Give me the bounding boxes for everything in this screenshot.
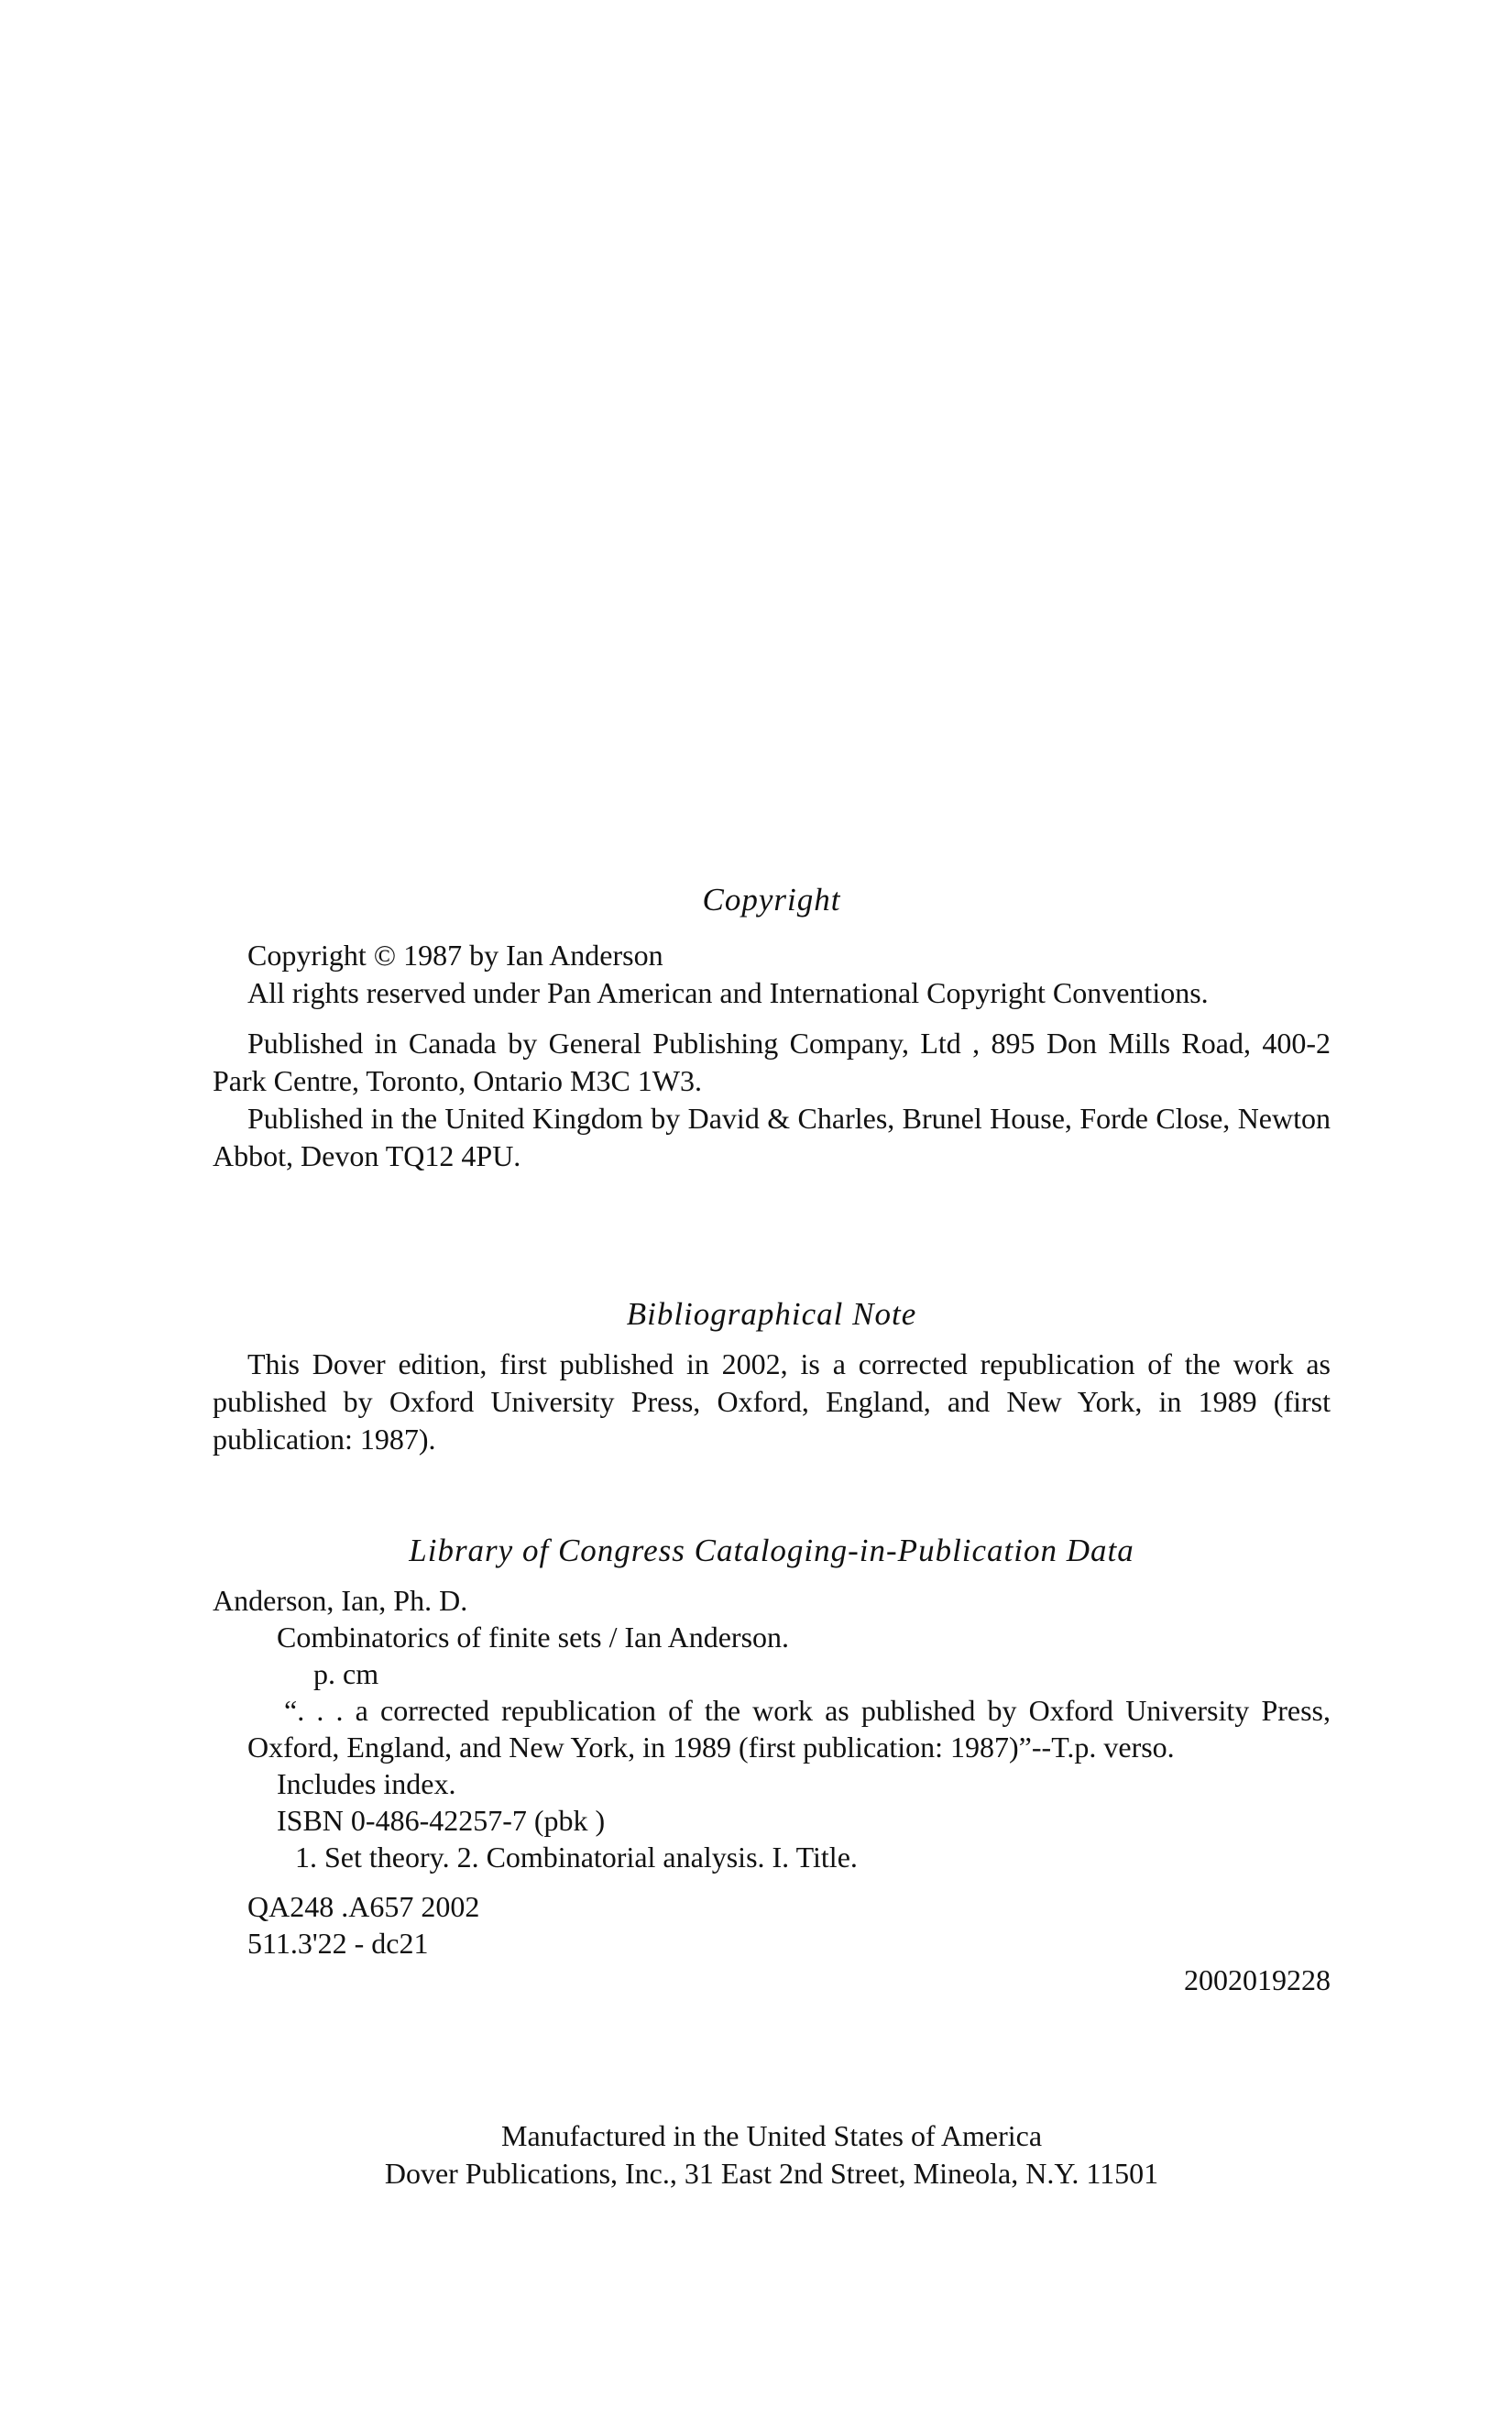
copyright-heading: Copyright	[702, 882, 841, 918]
cip-lc-class: QA248 .A657 2002	[247, 1890, 480, 1923]
cip-author: Anderson, Ian, Ph. D.	[213, 1584, 468, 1617]
bibliographical-note-text: This Dover edition, first published in 2002, is a corrected republication of the work as published by Oxford University Press, Oxford, England, and New York, in 1989 (first publication: 1987).	[213, 1347, 1331, 1456]
canada-publisher: Published in Canada by General Publishing Company, Ltd , 895 Don Mills Road, 400-2 Park Centre, Toronto, Ontario M3C 1W3.	[213, 1027, 1331, 1097]
manufactured-line: Manufactured in the United States of America	[500, 2119, 1043, 2152]
bibliographical-note-section	[213, 1294, 1331, 1458]
cip-title: Combinatorics of finite sets / Ian Anderson.	[277, 1621, 790, 1654]
uk-publisher: Published in the United Kingdom by David & Charles, Brunel House, Forde Close, Newton Abbot, Devon TQ12 4PU.	[213, 1102, 1331, 1172]
rights-reserved-line: All rights reserved under Pan American and International Copyright Conventions.	[247, 976, 1209, 1009]
cip-pages: p. cm	[313, 1657, 379, 1690]
cip-heading: Library of Congress Cataloging-in-Publication Data	[409, 1533, 1134, 1568]
cip-isbn: ISBN 0-486-42257-7 (pbk )	[277, 1804, 606, 1837]
footer-section	[213, 2117, 1331, 2193]
copyright-line: Copyright © 1987 by Ian Anderson	[247, 939, 663, 972]
copyright-section	[213, 880, 1331, 1175]
cip-dewey: 511.3'22 - dc21	[247, 1927, 429, 1960]
bibliographical-note-heading: Bibliographical Note	[626, 1296, 917, 1332]
cip-index: Includes index.	[277, 1767, 456, 1800]
cip-section	[213, 1531, 1331, 1998]
cip-note: “. . . a corrected republication of the work as published by Oxford University Press, Oxford, England, and New York, in 1989 (first publication: 1987)”--T.p. verso.	[247, 1694, 1331, 1764]
cip-subjects: 1. Set theory. 2. Combinatorial analysis. I. Title.	[295, 1841, 858, 1874]
publisher-address: Dover Publications, Inc., 31 East 2nd Street, Mineola, N.Y. 11501	[384, 2157, 1159, 2190]
cip-lccn: 2002019228	[1184, 1963, 1331, 1996]
